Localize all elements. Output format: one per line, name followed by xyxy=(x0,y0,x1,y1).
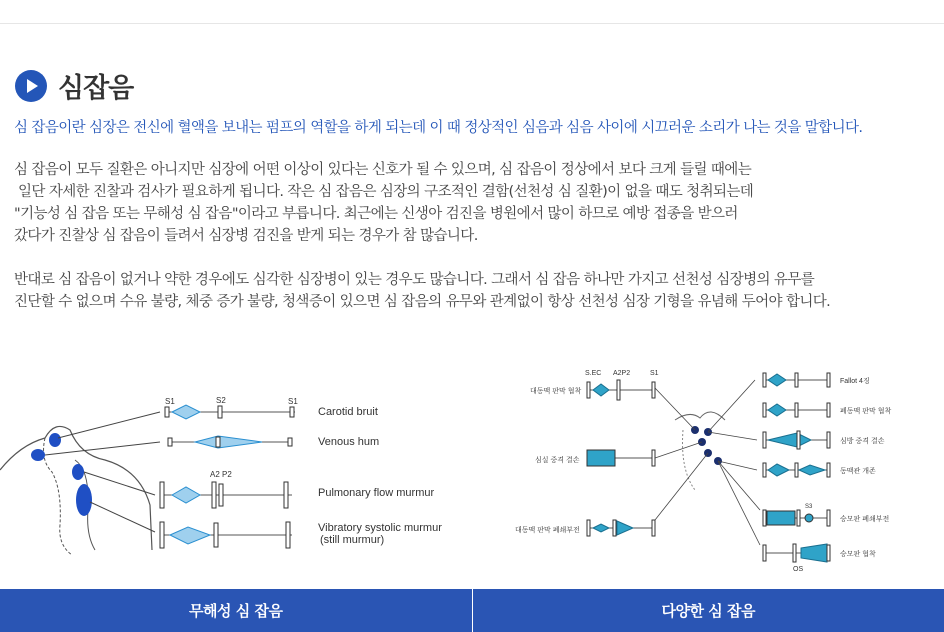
right-label: Fallot 4징 xyxy=(840,378,870,385)
vibratory-label: Vibratory systolic murmur xyxy=(318,522,442,534)
s1-mark xyxy=(160,482,164,508)
venous-hum-label: Venous hum xyxy=(318,436,380,448)
play-icon xyxy=(15,70,47,102)
tab-various-murmur[interactable]: 다양한 심 잡음 xyxy=(472,589,944,632)
right-label: 폐동맥 판막 협착 xyxy=(840,408,892,415)
murmur-shape xyxy=(768,433,811,447)
left-label: 대동맥 판막 폐쇄부전 xyxy=(515,527,580,534)
os-label: OS xyxy=(793,566,804,573)
murmur-shape xyxy=(768,464,789,476)
a2p2-label: A2 P2 xyxy=(210,470,232,479)
auscultation-point xyxy=(31,449,45,461)
s3-label: S3 xyxy=(805,504,813,510)
auscultation-point xyxy=(49,433,61,447)
murmur-shape xyxy=(195,436,262,448)
page-title: 심잡음 xyxy=(58,73,134,104)
s2-mark xyxy=(795,463,798,477)
left-label: 대동맥 판막 협착 xyxy=(530,388,582,395)
murmur-shape xyxy=(170,527,210,544)
paragraph-line: 반대로 심 잡음이 없거나 약한 경우에도 심각한 심장병이 있는 경우도 많습니다. 그래서 심 잡음 하나만 가지고 선천성 심장병의 유무를 xyxy=(14,272,815,288)
tab-innocent-murmur[interactable]: 무해성 심 잡음 xyxy=(0,589,472,632)
s1-mark xyxy=(284,482,288,508)
s1-mark xyxy=(763,403,766,417)
s1-mark xyxy=(763,373,766,387)
murmur-shape xyxy=(587,450,615,466)
a2-mark xyxy=(793,544,796,562)
murmur-shape xyxy=(768,374,786,386)
tab-bar xyxy=(0,589,944,632)
paragraph-line: 심 잡음이 모두 질환은 아니지만 심장에 어떤 이상이 있다는 신호가 될 수 있으며, 심 잡음이 정상에서 보다 크게 들릴 때에는 xyxy=(14,162,752,178)
murmur-shape xyxy=(617,521,633,535)
s1-mark xyxy=(763,510,766,526)
s1-mark xyxy=(587,520,590,536)
murmur-shape xyxy=(768,404,786,416)
s1-mark xyxy=(288,438,292,446)
various-murmur-diagram xyxy=(505,360,925,575)
right-label: 동맥관 개존 xyxy=(840,468,876,475)
body-outline xyxy=(0,426,152,550)
paragraph-line: 진단할 수 없으며 수유 불량, 체중 증가 불량, 청색증이 있으면 심 잡음의 유무와 관계없이 항상 선천성 심장 기형을 유념해 두어야 합니다. xyxy=(14,294,831,310)
s2-mark xyxy=(214,523,218,547)
murmur-shape xyxy=(172,405,200,419)
paragraph-line: 갔다가 진찰상 심 잡음이 들려서 심장병 검진을 받게 되는 경우가 참 많습니다. xyxy=(14,228,478,244)
s2-mark xyxy=(652,450,655,466)
a2-mark xyxy=(797,431,800,449)
pointer-line xyxy=(718,461,757,470)
murmur-shape xyxy=(593,524,609,532)
sternum-outline xyxy=(44,438,72,555)
pointer-line xyxy=(45,442,160,455)
right-label: 승모판 폐쇄부전 xyxy=(840,516,890,523)
right-rows xyxy=(763,373,891,573)
murmur-shape xyxy=(767,511,795,525)
right-label: 심방 중격 결손 xyxy=(840,438,885,445)
s1-mark xyxy=(763,545,766,561)
auscultation-point xyxy=(72,464,84,480)
murmur-shape xyxy=(801,544,827,562)
s1-mark xyxy=(168,438,172,446)
still-murmur-label: (still murmur) xyxy=(320,534,385,546)
pointer-line xyxy=(708,432,757,440)
s2-label: S2 xyxy=(216,396,226,405)
pointer-line xyxy=(84,472,155,495)
carotid-bruit-label: Carotid bruit xyxy=(318,406,378,418)
s1-mark xyxy=(587,382,590,398)
s1-mark xyxy=(827,510,830,526)
s2-mark xyxy=(613,520,616,536)
s1-mark xyxy=(290,407,294,417)
top-divider xyxy=(0,23,944,24)
pointer-line xyxy=(58,412,160,438)
s2-mark xyxy=(797,510,800,526)
murmur-shape xyxy=(172,487,200,503)
s1-mark xyxy=(827,545,830,561)
lead-text: 심 잡음이란 심장은 전신에 혈액을 보내는 펌프의 역할을 하게 되는데 이 때 정상적인 심음과 심음 사이에 시끄러운 소리가 나는 것을 말합니다. xyxy=(14,120,863,136)
pointer-line xyxy=(708,380,755,432)
pointer-line xyxy=(90,502,155,532)
pointer-line xyxy=(655,453,708,520)
s1-label: S1 xyxy=(288,397,298,406)
s3-mark xyxy=(805,514,813,522)
left-label: 심실 중격 결손 xyxy=(535,457,580,464)
pulmonary-flow-label: Pulmonary flow murmur xyxy=(318,487,435,499)
s1-mark xyxy=(827,403,830,417)
chest-outline xyxy=(675,412,725,420)
innocent-murmur-diagram xyxy=(0,360,470,575)
a2-mark xyxy=(795,403,798,417)
s1-mark xyxy=(286,522,290,548)
s2-mark xyxy=(216,437,220,447)
s1-mark xyxy=(827,373,830,387)
a2p2-label: A2P2 xyxy=(613,370,631,377)
pointer-line xyxy=(655,442,702,458)
a2-mark xyxy=(617,380,620,400)
s1-label: S1 xyxy=(165,397,175,406)
s1-mark xyxy=(763,432,766,448)
auscultation-point xyxy=(76,484,92,516)
section-heading xyxy=(15,66,133,105)
s2-mark xyxy=(218,406,222,418)
paragraph-1 xyxy=(14,159,753,247)
murmur-shape xyxy=(593,384,609,396)
s1-mark xyxy=(763,463,766,477)
a2-mark xyxy=(212,482,216,508)
s1-mark xyxy=(160,522,164,548)
s1-mark xyxy=(652,520,655,536)
s1-mark xyxy=(165,407,169,417)
chest-outline xyxy=(683,430,696,490)
sec-label: S.EC xyxy=(585,370,602,377)
s1-mark xyxy=(827,463,830,477)
s1-label: S1 xyxy=(650,370,659,377)
p2-mark xyxy=(219,484,223,506)
s2-mark xyxy=(795,373,798,387)
murmur-shape xyxy=(799,465,825,475)
paragraph-line: "기능성 심 잡음 또는 무해성 심 잡음"이라고 부릅니다. 최근에는 신생아 검진을 병원에서 많이 하므로 예방 접종을 받으러 xyxy=(14,206,738,222)
pointer-line xyxy=(655,388,695,430)
s1-mark xyxy=(652,382,655,398)
right-label: 승모판 협착 xyxy=(840,551,876,558)
paragraph-2 xyxy=(14,269,830,313)
paragraph-line: 일단 자세한 진찰과 검사가 필요하게 됩니다. 작은 심 잡음은 심장의 구조적인 결함(선천성 심 질환)이 없을 때도 청취되는데 xyxy=(14,184,754,200)
s1-mark xyxy=(827,432,830,448)
